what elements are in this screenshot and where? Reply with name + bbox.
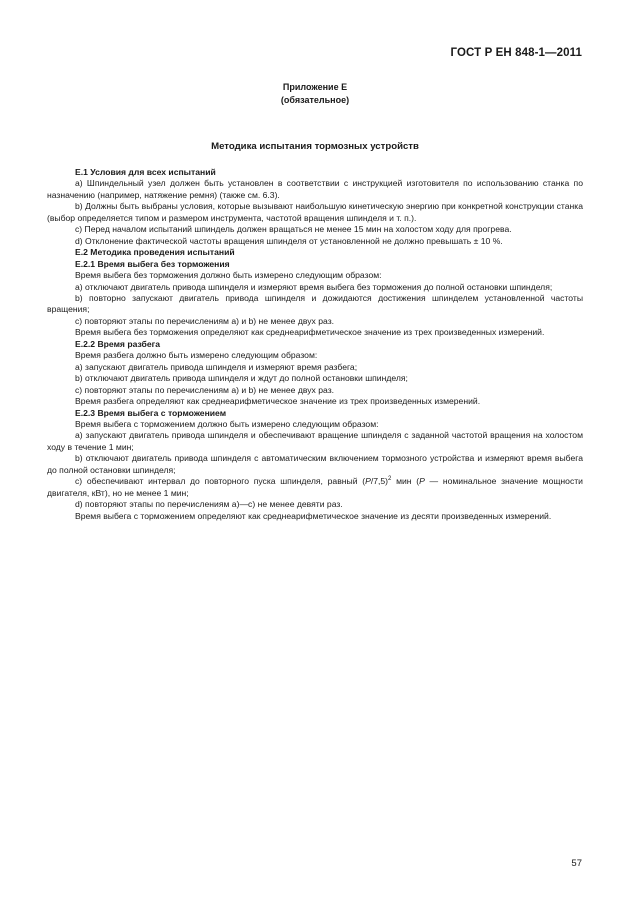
- appendix-block: [0, 81, 630, 107]
- text-fragment: с) обеспечивают интервал до повторного пуска шпинделя, равный (: [75, 476, 366, 487]
- paragraph: Время выбега без торможения определяют как среднеарифметическое значение из трех произведенных измерений.: [75, 327, 545, 338]
- paragraph: Время выбега с торможением определяют как среднеарифметическое значение из десяти произведенных измерений.: [75, 510, 552, 521]
- paragraph: а) Шпиндельный узел должен быть установлен в соответствии с инструкцией изготовителя по использованию станка по назначению (например, натяжение ремня) (также см. 6.3).: [47, 178, 583, 200]
- standard-id: ГОСТ Р ЕН 848-1—2011: [450, 47, 582, 59]
- paragraph: с) повторяют этапы по перечислениям а) и b) не менее двух раз.: [75, 315, 335, 326]
- appendix-status: (обязательное): [280, 95, 350, 105]
- paragraph: а) запускают двигатель привода шпинделя и измеряют время разбега;: [75, 361, 358, 372]
- variable-p: P: [365, 476, 371, 487]
- paragraph: с) повторяют этапы по перечислениям а) и b) не менее двух раз.: [75, 384, 335, 395]
- subsection-heading-e2-2: Е.2.2 Время разбега: [75, 338, 160, 349]
- document-title: Методика испытания тормозных устройств: [211, 141, 419, 152]
- page-number: 57: [571, 858, 582, 869]
- exponent: 2: [388, 476, 392, 483]
- paragraph: d) Отклонение фактической частоты вращения шпинделя от установленной не должно превышать ± 10 %.: [75, 235, 503, 246]
- paragraph: а) запускают двигатель привода шпинделя и обеспечивают вращение шпинделя с заданной частотой вращения на холостом ходу в течение 1 мин;: [47, 430, 583, 452]
- section-heading-e1: Е.1 Условия для всех испытаний: [75, 167, 216, 177]
- paragraph: Время выбега с торможением должно быть измерено следующим образом:: [75, 418, 379, 429]
- paragraph-formula: [47, 476, 583, 499]
- variable-p: P: [419, 476, 425, 487]
- text-fragment: — номинальное значение мощности двигателя, кВт), но не менее 1 мин;: [47, 476, 583, 498]
- paragraph: b) отключают двигатель привода шпинделя с автоматическим включением тормозного устройства и измеряют время выбега до полной остановки шпинделя;: [47, 453, 583, 475]
- paragraph: b) отключают двигатель привода шпинделя и ждут до полной остановки шпинделя;: [75, 373, 408, 384]
- subsection-heading-e2-3: Е.2.3 Время выбега с торможением: [75, 407, 227, 418]
- text-fragment: /7,5): [370, 476, 389, 487]
- paragraph: Время разбега должно быть измерено следующим образом:: [75, 350, 318, 361]
- appendix-title: Приложение Е: [282, 82, 348, 92]
- paragraph: d) повторяют этапы по перечислениям а)—с) не менее девяти раз.: [75, 499, 343, 510]
- paragraph: b) повторно запускают двигатель привода шпинделя и дожидаются достижения шпинделем установленной частоты вращения;: [47, 292, 583, 315]
- paragraph: b) Должны быть выбраны условия, которые вызывают наибольшую кинетическую энергию при конкретной конструкции станка (выбор определяется типом и размером инструмента, частотой вращения шпинделя и т. п.).: [47, 201, 583, 223]
- paragraph: Время разбега определяют как среднеарифметическое значение из трех произведенных измерений.: [75, 396, 481, 407]
- paragraph: а) отключают двигатель привода шпинделя и измеряют время выбега без торможения до полной остановки шпинделя;: [75, 281, 553, 292]
- subsection-heading-e2-1: Е.2.1 Время выбега без торможения: [75, 258, 230, 269]
- paragraph: Время выбега без торможения должно быть измерено следующим образом:: [75, 270, 382, 281]
- document-body: [47, 167, 583, 522]
- section-heading-e2: Е.2 Методика проведения испытаний: [75, 247, 235, 258]
- text-fragment: мин (: [391, 476, 420, 487]
- paragraph: с) Перед началом испытаний шпиндель должен вращаться не менее 15 мин на холостом ходу для прогрева.: [75, 224, 512, 235]
